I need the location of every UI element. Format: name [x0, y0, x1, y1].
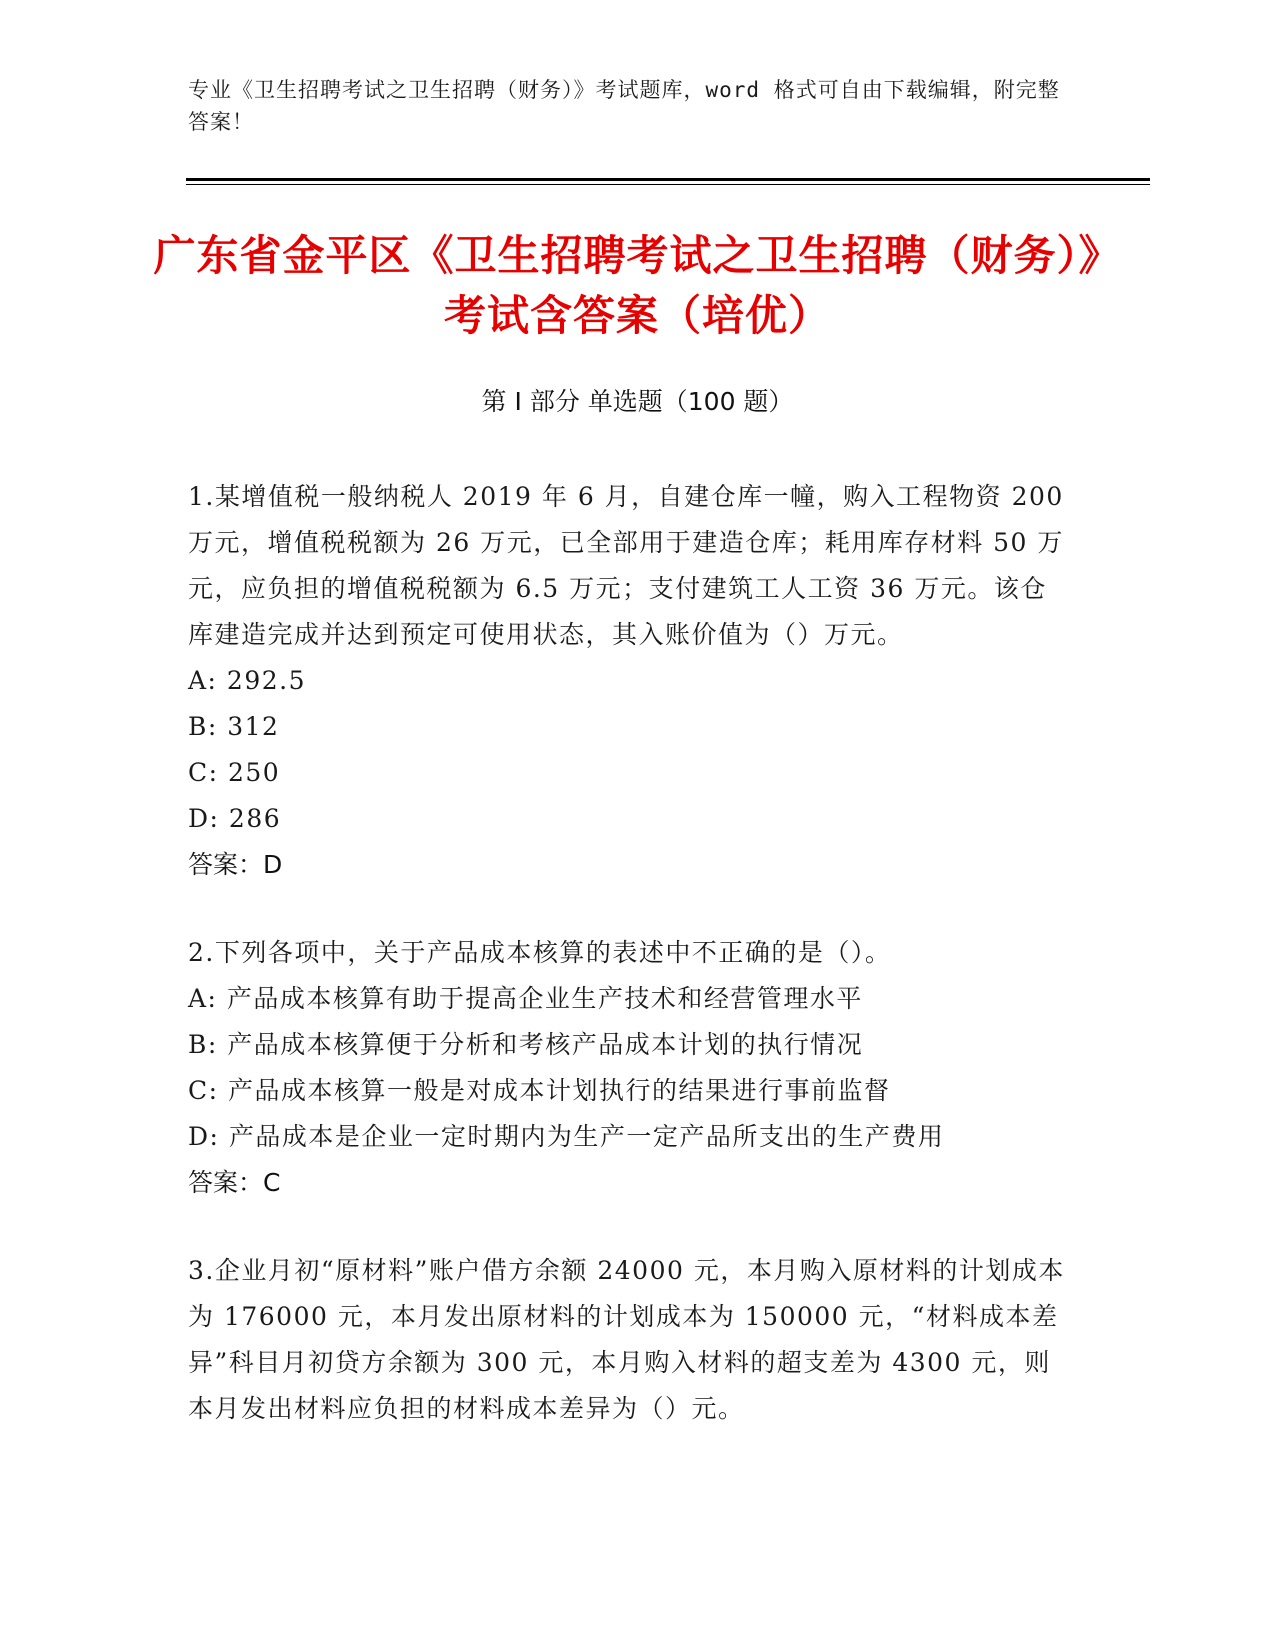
answer: 答案：D [188, 850, 283, 879]
option-d: D: 286 [188, 804, 282, 833]
option-c: C: 250 [188, 758, 281, 787]
question-3 [188, 1248, 1068, 1432]
answer: 答案：C [188, 1168, 281, 1197]
question-stem: 2.下列各项中，关于产品成本核算的表述中不正确的是（）。 [188, 938, 892, 967]
option-b: B: 产品成本核算便于分析和考核产品成本计划的执行情况 [188, 1030, 864, 1059]
option-c: C: 产品成本核算一般是对成本计划执行的结果进行事前监督 [188, 1076, 891, 1105]
section-heading: 第 I 部分 单选题（100 题） [481, 387, 794, 416]
option-a: A: 产品成本核算有助于提高企业生产技术和经营管理水平 [188, 984, 863, 1013]
question-stem: 3.企业月初“原材料”账户借方余额 24000 元，本月购入原材料的计划成本为 176000 元，本月发出原材料的计划成本为 150000 元，“材料成本差异”科目月初贷方余额为 300 元，本月购入材料的超支差为 4300 元，则本月发出材料应负担的材料成本差异为（）元。 [188, 1256, 1065, 1423]
option-b: B: 312 [188, 712, 280, 741]
option-d: D: 产品成本是企业一定时期内为生产一定产品所支出的生产费用 [188, 1122, 945, 1151]
question-2 [188, 930, 1068, 1206]
question-list [188, 474, 1068, 1474]
header-rule-thin [186, 184, 1150, 185]
document-title: 广东省金平区《卫生招聘考试之卫生招聘（财务）》考试含答案（培优） [153, 231, 1122, 340]
header-rule-thick [186, 178, 1150, 181]
question-stem: 1.某增值税一般纳税人 2019 年 6 月，自建仓库一幢，购入工程物资 200 万元，增值税税额为 26 万元，已全部用于建造仓库；耗用库存材料 50 万元，应负担的增值税税额为 6.5 万元；支付建筑工人工资 36 万元。该仓库建造完成并达到预定可使用状态，其入账价值为（）万元。 [188, 482, 1064, 649]
question-1 [188, 474, 1068, 888]
header-note: 专业《卫生招聘考试之卫生招聘（财务）》考试题库，word 格式可自由下载编辑，附完整答案！ [188, 78, 1060, 134]
option-a: A: 292.5 [188, 666, 306, 695]
